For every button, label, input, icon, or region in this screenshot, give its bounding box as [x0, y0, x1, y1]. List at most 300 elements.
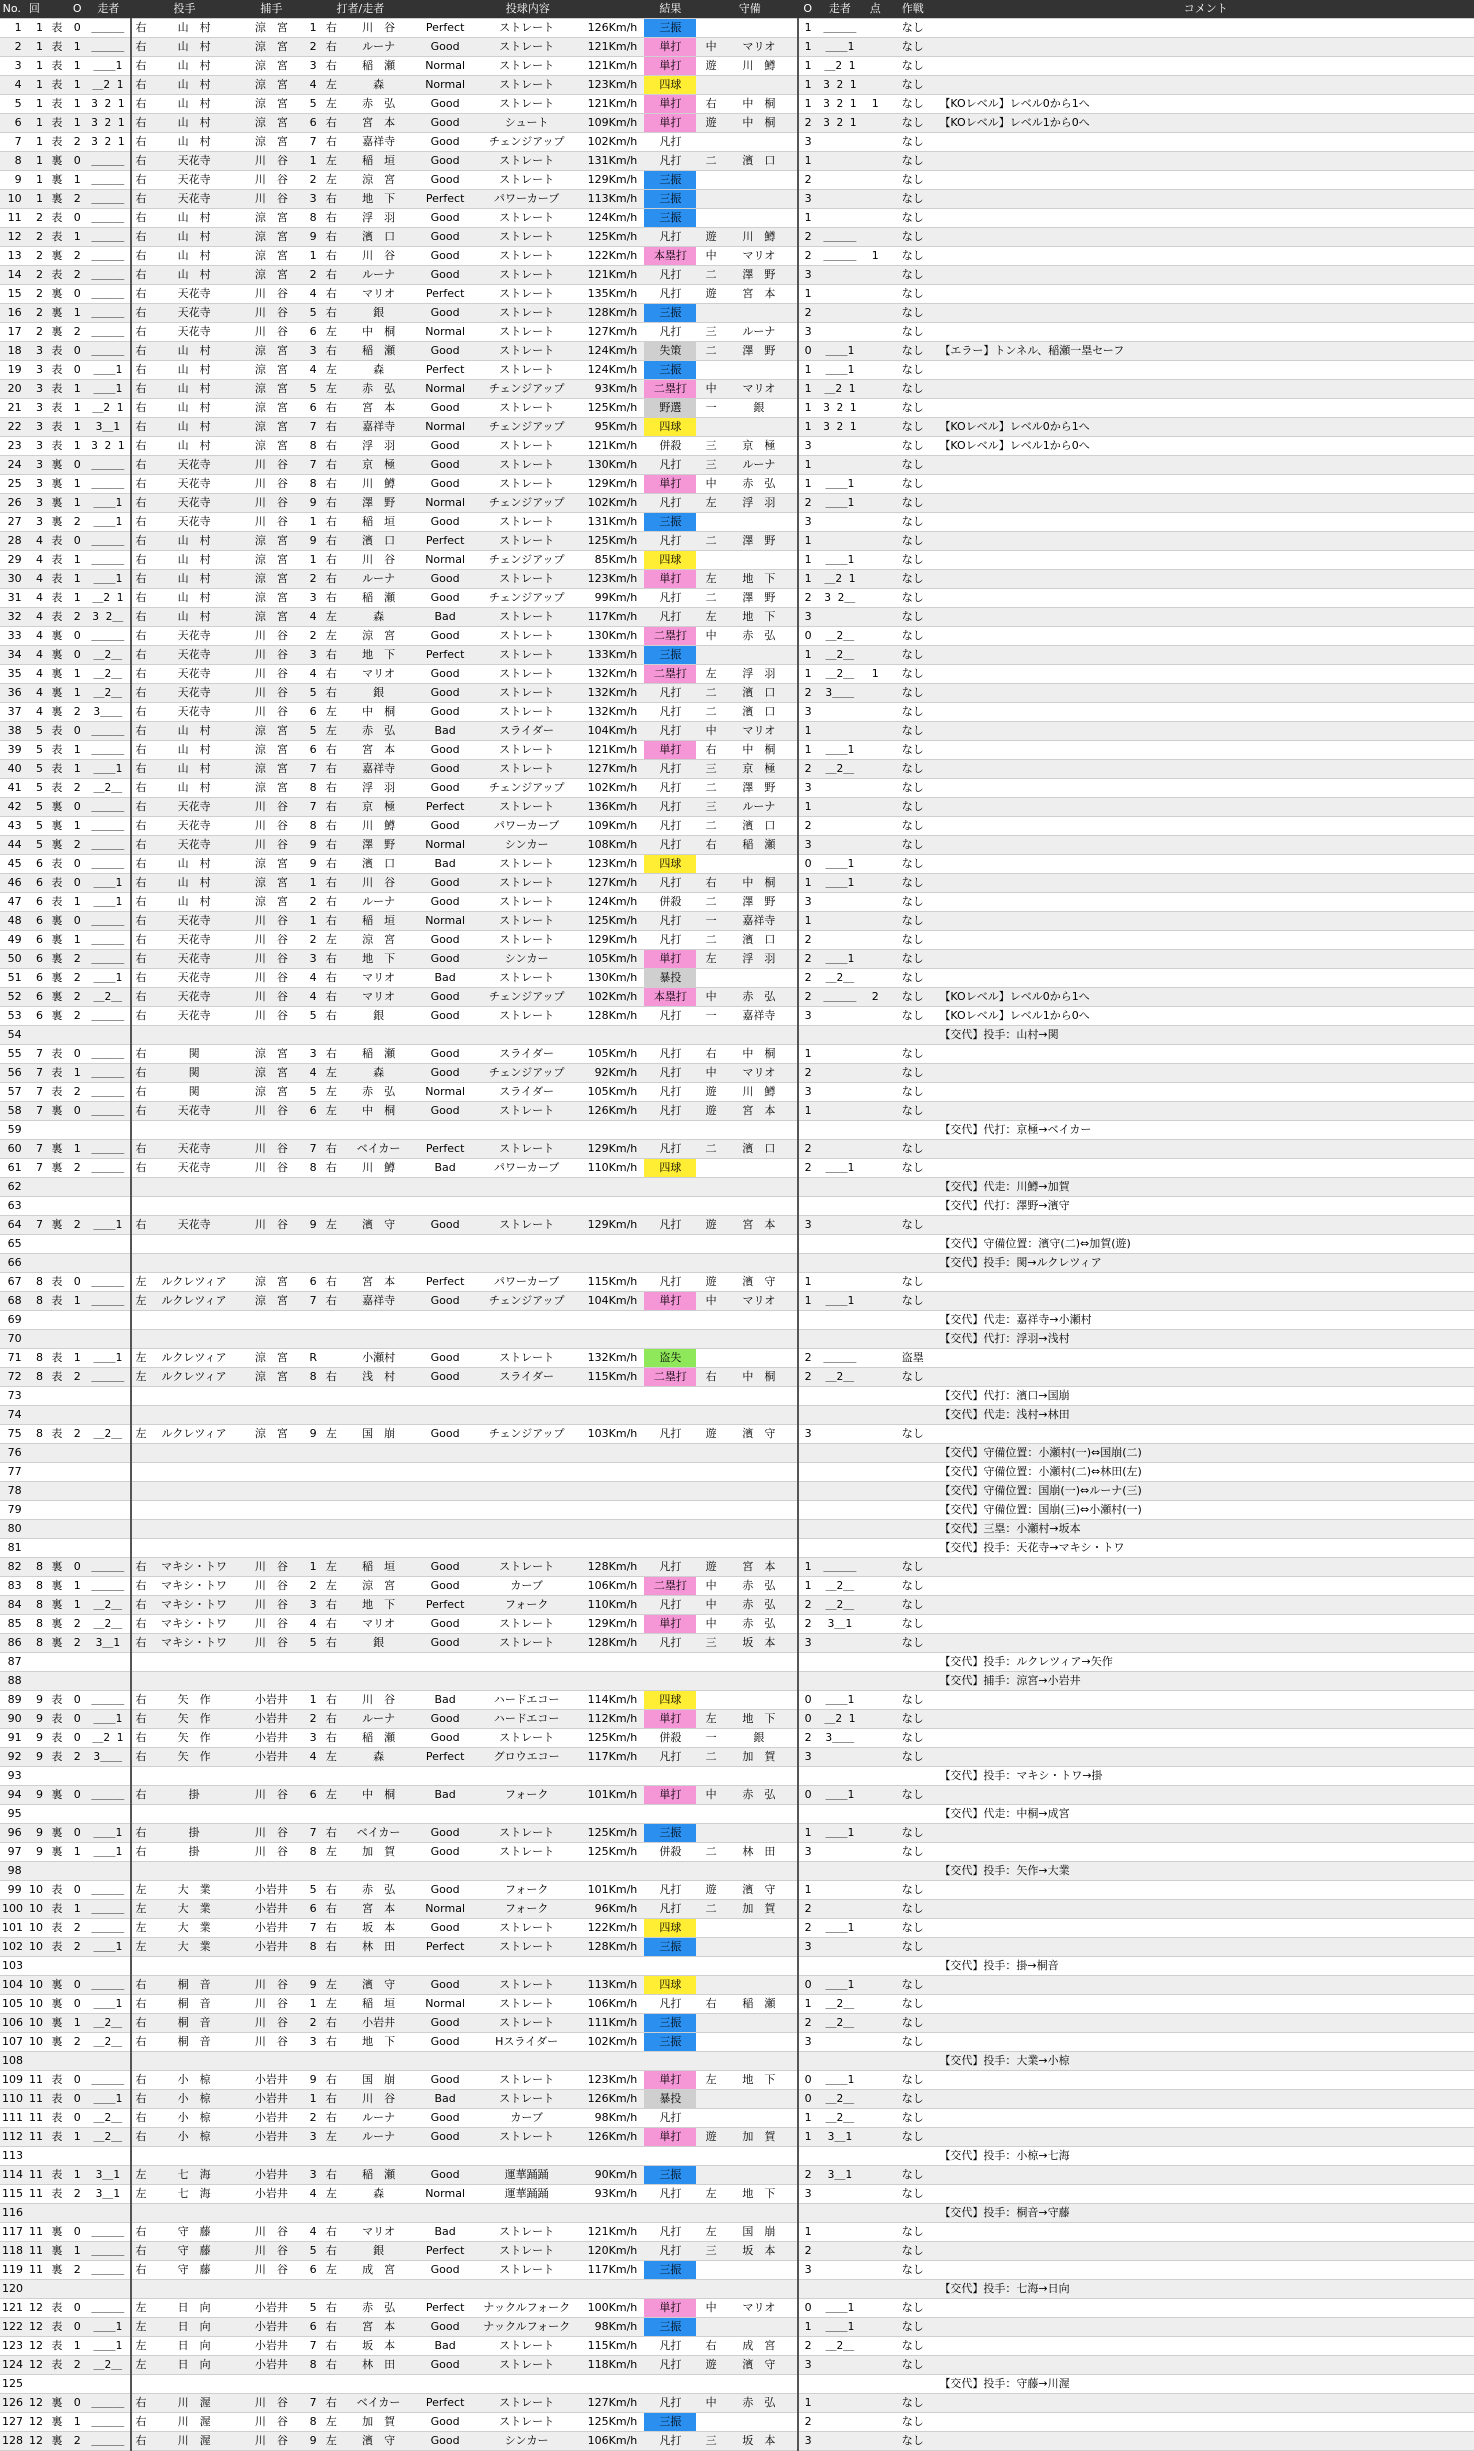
cell-runs	[862, 2109, 888, 2128]
cell-pitch-type: パワーカーブ	[474, 190, 579, 209]
cell-half: 裏	[45, 304, 69, 323]
cell-grade	[416, 1197, 474, 1216]
cell-comment	[937, 2394, 1474, 2413]
cell-comment	[937, 1729, 1474, 1748]
cell-bat-hand	[322, 1539, 341, 1558]
cell-runners-after: ＿＿1	[817, 1292, 862, 1311]
table-row	[0, 1976, 1474, 1995]
cell-row-no: 44	[0, 836, 24, 855]
cell-runners-after	[817, 1843, 862, 1862]
col-runs: 点	[862, 0, 888, 19]
cell-field-pos: 二	[701, 532, 720, 551]
cell-pitch-type: パワーカーブ	[474, 817, 579, 836]
cell-result	[639, 2280, 701, 2299]
result-badge: 凡打	[659, 135, 682, 148]
cell-inning	[24, 1311, 45, 1330]
result-badge: 三振	[644, 2318, 696, 2336]
cell-batter: 宮 本	[341, 114, 416, 133]
cell-runners-after: ＿＿1	[817, 950, 862, 969]
cell-inning: 12	[24, 2356, 45, 2375]
cell-grade: Good	[416, 1919, 474, 1938]
cell-order	[305, 1805, 322, 1824]
cell-outs: 0	[69, 855, 86, 874]
cell-runners-after	[817, 931, 862, 950]
cell-throw-hand	[131, 2375, 150, 2394]
cell-comment: 【交代】投手：マキシ・トワ→掛	[937, 1767, 1474, 1786]
cell-runners-after	[817, 1539, 862, 1558]
cell-comment: 【交代】投手：掛→桐音	[937, 1957, 1474, 1976]
cell-row-no: 60	[0, 1140, 24, 1159]
cell-pitch-type	[474, 1672, 579, 1691]
cell-inning: 11	[24, 2109, 45, 2128]
cell-outs: 0	[69, 456, 86, 475]
cell-speed: 128Km/h	[579, 1558, 639, 1577]
cell-half	[45, 1026, 69, 1045]
cell-field-pos: 二	[701, 1748, 720, 1767]
cell-throw-hand	[131, 1121, 150, 1140]
cell-throw-hand: 右	[131, 532, 150, 551]
cell-outs: 1	[69, 399, 86, 418]
cell-bat-hand: 右	[322, 285, 341, 304]
cell-runners-after	[817, 1482, 862, 1501]
cell-speed	[579, 1805, 639, 1824]
cell-catcher: 小岩井	[238, 1900, 305, 1919]
cell-order	[305, 1197, 322, 1216]
cell-throw-hand: 右	[131, 209, 150, 228]
cell-runs	[862, 1045, 888, 1064]
table-row	[0, 1862, 1474, 1881]
cell-pitcher: 天花寺	[150, 817, 238, 836]
cell-batter: 地 下	[341, 2033, 416, 2052]
cell-comment	[937, 1064, 1474, 1083]
cell-catcher: 涼 宮	[238, 1292, 305, 1311]
cell-pitcher	[150, 1501, 238, 1520]
cell-fielder: マリオ	[721, 38, 798, 57]
cell-outs-after: 2	[798, 247, 817, 266]
cell-pitch-type	[474, 1235, 579, 1254]
cell-half: 表	[45, 570, 69, 589]
table-row	[0, 532, 1474, 551]
cell-bat-hand: 左	[322, 323, 341, 342]
cell-throw-hand: 右	[131, 76, 150, 95]
cell-strategy	[888, 1254, 937, 1273]
cell-fielder: 京 極	[721, 760, 798, 779]
cell-throw-hand: 右	[131, 285, 150, 304]
cell-field-pos	[701, 76, 720, 95]
cell-comment	[937, 855, 1474, 874]
cell-row-no: 77	[0, 1463, 24, 1482]
cell-fielder	[721, 2090, 798, 2109]
cell-grade: Good	[416, 152, 474, 171]
cell-throw-hand: 右	[131, 475, 150, 494]
cell-field-pos	[701, 2052, 720, 2071]
table-row	[0, 2033, 1474, 2052]
cell-batter: 宮 本	[341, 399, 416, 418]
cell-outs-after: 1	[798, 1045, 817, 1064]
cell-runners	[86, 1957, 131, 1976]
cell-runners-after: ＿＿1	[817, 1159, 862, 1178]
cell-field-pos	[701, 1235, 720, 1254]
cell-runs	[862, 399, 888, 418]
cell-throw-hand: 右	[131, 551, 150, 570]
cell-outs	[69, 1862, 86, 1881]
cell-grade: Good	[416, 475, 474, 494]
cell-row-no: 59	[0, 1121, 24, 1140]
cell-runners	[86, 1463, 131, 1482]
cell-runners: ＿2＿	[86, 2033, 131, 2052]
cell-row-no: 55	[0, 1045, 24, 1064]
cell-strategy: なし	[888, 665, 937, 684]
cell-throw-hand	[131, 1539, 150, 1558]
cell-half: 裏	[45, 1140, 69, 1159]
cell-pitcher: マキシ・トワ	[150, 1596, 238, 1615]
cell-pitcher	[150, 1026, 238, 1045]
cell-grade: Good	[416, 1577, 474, 1596]
cell-grade	[416, 1862, 474, 1881]
result-badge: 凡打	[659, 458, 682, 471]
cell-throw-hand: 右	[131, 1159, 150, 1178]
cell-pitcher: 川 渥	[150, 2394, 238, 2413]
cell-throw-hand: 右	[131, 1710, 150, 1729]
cell-field-pos	[701, 1539, 720, 1558]
cell-pitch-type	[474, 1539, 579, 1558]
cell-half	[45, 1406, 69, 1425]
cell-runners	[86, 1197, 131, 1216]
cell-inning	[24, 1406, 45, 1425]
cell-half: 裏	[45, 2242, 69, 2261]
result-badge: 凡打	[659, 2358, 682, 2371]
cell-catcher: 川 谷	[238, 152, 305, 171]
cell-fielder	[721, 1444, 798, 1463]
cell-field-pos: 中	[701, 722, 720, 741]
cell-speed	[579, 2052, 639, 2071]
cell-order: 9	[305, 1425, 322, 1444]
cell-comment	[937, 2413, 1474, 2432]
cell-row-no: 62	[0, 1178, 24, 1197]
cell-outs: 0	[69, 912, 86, 931]
cell-pitcher: 守 藤	[150, 2261, 238, 2280]
cell-grade: Good	[416, 2166, 474, 2185]
cell-row-no: 105	[0, 1995, 24, 2014]
cell-speed: 100Km/h	[579, 2299, 639, 2318]
cell-pitcher: 大 業	[150, 1919, 238, 1938]
result-badge: 失策	[644, 342, 696, 360]
table-row	[0, 2223, 1474, 2242]
cell-throw-hand: 右	[131, 684, 150, 703]
cell-outs	[69, 1254, 86, 1273]
cell-runners-after: ＿2＿	[817, 665, 862, 684]
cell-strategy: なし	[888, 608, 937, 627]
cell-result	[639, 722, 701, 741]
cell-throw-hand	[131, 1805, 150, 1824]
cell-outs-after: 2	[798, 1140, 817, 1159]
cell-half: 裏	[45, 2223, 69, 2242]
cell-runners: ＿＿＿	[86, 855, 131, 874]
cell-pitcher: 桐 音	[150, 1995, 238, 2014]
cell-runners: ＿2＿	[86, 779, 131, 798]
table-row	[0, 456, 1474, 475]
cell-speed: 102Km/h	[579, 779, 639, 798]
cell-outs: 0	[69, 1558, 86, 1577]
cell-speed: 125Km/h	[579, 1824, 639, 1843]
cell-batter: 涼 宮	[341, 931, 416, 950]
cell-runners: ＿＿＿	[86, 285, 131, 304]
cell-runs	[862, 2242, 888, 2261]
cell-result	[639, 1691, 701, 1710]
cell-result	[639, 2223, 701, 2242]
cell-row-no: 34	[0, 646, 24, 665]
cell-grade: Good	[416, 2033, 474, 2052]
cell-runners-after: ＿2＿	[817, 969, 862, 988]
table-row	[0, 1159, 1474, 1178]
cell-field-pos: 中	[701, 1064, 720, 1083]
result-badge: 三振	[644, 2014, 696, 2032]
cell-throw-hand: 右	[131, 247, 150, 266]
cell-batter	[341, 1463, 416, 1482]
cell-runs	[862, 589, 888, 608]
cell-order	[305, 1672, 322, 1691]
cell-catcher: 川 谷	[238, 1615, 305, 1634]
cell-runners: 3＿1	[86, 2166, 131, 2185]
cell-runs: 1	[862, 665, 888, 684]
result-badge: 凡打	[659, 705, 682, 718]
cell-row-no: 25	[0, 475, 24, 494]
cell-catcher: 川 谷	[238, 912, 305, 931]
cell-bat-hand: 右	[322, 57, 341, 76]
cell-runners: ＿＿＿	[86, 266, 131, 285]
cell-bat-hand: 右	[322, 836, 341, 855]
cell-runners: ＿＿＿	[86, 1273, 131, 1292]
cell-strategy: なし	[888, 1881, 937, 1900]
cell-runs	[862, 703, 888, 722]
cell-pitch-type	[474, 1957, 579, 1976]
cell-bat-hand: 右	[322, 475, 341, 494]
cell-outs-after: 3	[798, 190, 817, 209]
cell-runners: ＿＿＿	[86, 1007, 131, 1026]
cell-bat-hand: 右	[322, 646, 341, 665]
cell-row-no: 70	[0, 1330, 24, 1349]
cell-fielder: 濱 口	[721, 931, 798, 950]
cell-outs: 1	[69, 2166, 86, 2185]
cell-pitch-type: グロウエコー	[474, 1748, 579, 1767]
table-row	[0, 228, 1474, 247]
result-badge: 凡打	[659, 2225, 682, 2238]
cell-result	[639, 2394, 701, 2413]
cell-batter: 地 下	[341, 950, 416, 969]
cell-runners-after	[817, 1501, 862, 1520]
cell-runners: ＿2＿	[86, 646, 131, 665]
cell-strategy: なし	[888, 380, 937, 399]
cell-runners-after: ＿2＿	[817, 1596, 862, 1615]
cell-speed: 129Km/h	[579, 171, 639, 190]
cell-row-no: 79	[0, 1501, 24, 1520]
cell-strategy	[888, 1653, 937, 1672]
cell-bat-hand: 右	[322, 893, 341, 912]
cell-runs	[862, 1539, 888, 1558]
cell-runs	[862, 2204, 888, 2223]
cell-row-no: 19	[0, 361, 24, 380]
cell-outs-after: 1	[798, 798, 817, 817]
cell-field-pos	[701, 1672, 720, 1691]
cell-half: 表	[45, 608, 69, 627]
cell-batter: 赤 弘	[341, 95, 416, 114]
cell-comment	[937, 2185, 1474, 2204]
cell-row-no: 21	[0, 399, 24, 418]
cell-runs	[862, 114, 888, 133]
cell-speed: 127Km/h	[579, 2394, 639, 2413]
cell-order: 3	[305, 2033, 322, 2052]
cell-comment	[937, 475, 1474, 494]
cell-result	[639, 1235, 701, 1254]
cell-bat-hand: 左	[322, 722, 341, 741]
cell-outs-after	[798, 1482, 817, 1501]
cell-comment: 【交代】代打：濱口→国崩	[937, 1387, 1474, 1406]
cell-pitcher: 矢 作	[150, 1729, 238, 1748]
cell-batter: 涼 宮	[341, 627, 416, 646]
cell-runners-after	[817, 1862, 862, 1881]
cell-row-no: 84	[0, 1596, 24, 1615]
cell-grade: Bad	[416, 1786, 474, 1805]
cell-runners-after	[817, 2356, 862, 2375]
cell-runs	[862, 1976, 888, 1995]
table-row	[0, 323, 1474, 342]
cell-runners-after: ＿＿＿	[817, 988, 862, 1007]
cell-runners-after	[817, 817, 862, 836]
cell-catcher: 川 谷	[238, 2014, 305, 2033]
cell-runners-after	[817, 1957, 862, 1976]
cell-comment	[937, 589, 1474, 608]
cell-speed	[579, 1254, 639, 1273]
cell-outs-after: 3	[798, 266, 817, 285]
cell-order: 9	[305, 2432, 322, 2451]
cell-inning: 4	[24, 684, 45, 703]
cell-comment	[937, 2356, 1474, 2375]
cell-comment	[937, 1786, 1474, 1805]
cell-strategy: なし	[888, 171, 937, 190]
cell-outs-after: 2	[798, 1159, 817, 1178]
cell-fielder: 濱 口	[721, 152, 798, 171]
cell-order: 2	[305, 2014, 322, 2033]
cell-catcher	[238, 1406, 305, 1425]
cell-bat-hand: 右	[322, 2356, 341, 2375]
cell-batter: ベイカー	[341, 1824, 416, 1843]
cell-inning: 6	[24, 1007, 45, 1026]
cell-outs-after: 1	[798, 646, 817, 665]
cell-outs-after: 3	[798, 323, 817, 342]
cell-inning: 11	[24, 2223, 45, 2242]
cell-runners-after	[817, 323, 862, 342]
cell-batter: 嘉祥寺	[341, 133, 416, 152]
cell-speed: 126Km/h	[579, 19, 639, 38]
cell-bat-hand	[322, 1805, 341, 1824]
cell-row-no: 99	[0, 1881, 24, 1900]
cell-runners-after	[817, 209, 862, 228]
result-badge: 凡打	[659, 1275, 682, 1288]
result-badge: 凡打	[659, 287, 682, 300]
cell-pitch-type: ストレート	[474, 1995, 579, 2014]
cell-runners-after	[817, 152, 862, 171]
cell-inning	[24, 1862, 45, 1881]
cell-half	[45, 2280, 69, 2299]
cell-outs: 1	[69, 76, 86, 95]
cell-result	[639, 855, 701, 874]
cell-comment	[937, 2242, 1474, 2261]
cell-runners-after	[817, 1235, 862, 1254]
cell-batter	[341, 1178, 416, 1197]
col-inning: 回	[24, 0, 45, 19]
cell-order: 3	[305, 2128, 322, 2147]
cell-outs: 1	[69, 228, 86, 247]
cell-runners-after	[817, 1881, 862, 1900]
cell-runners	[86, 2052, 131, 2071]
cell-row-no: 90	[0, 1710, 24, 1729]
cell-row-no: 46	[0, 874, 24, 893]
cell-comment: 【交代】代走：中桐→成宮	[937, 1805, 1474, 1824]
cell-runs	[862, 779, 888, 798]
cell-speed	[579, 2204, 639, 2223]
cell-runners-after: ＿＿＿	[817, 1558, 862, 1577]
cell-speed: 122Km/h	[579, 247, 639, 266]
cell-outs: 1	[69, 893, 86, 912]
cell-field-pos: 二	[701, 152, 720, 171]
cell-runners	[86, 1178, 131, 1197]
cell-pitch-type: ストレート	[474, 1216, 579, 1235]
cell-row-no: 9	[0, 171, 24, 190]
cell-result	[639, 684, 701, 703]
table-row	[0, 1083, 1474, 1102]
cell-inning: 3	[24, 456, 45, 475]
cell-inning: 7	[24, 1102, 45, 1121]
cell-pitcher: 日 向	[150, 2337, 238, 2356]
cell-field-pos	[701, 1444, 720, 1463]
result-badge: 四球	[644, 551, 696, 569]
cell-bat-hand: 右	[322, 2318, 341, 2337]
cell-inning: 9	[24, 1786, 45, 1805]
cell-catcher: 川 谷	[238, 1634, 305, 1653]
cell-pitch-type: ストレート	[474, 893, 579, 912]
cell-outs-after: 2	[798, 760, 817, 779]
cell-pitch-type: ストレート	[474, 2356, 579, 2375]
cell-fielder: 澤 野	[721, 779, 798, 798]
cell-throw-hand: 右	[131, 1824, 150, 1843]
cell-row-no: 15	[0, 285, 24, 304]
cell-result	[639, 950, 701, 969]
cell-order: 7	[305, 1919, 322, 1938]
cell-throw-hand: 右	[131, 703, 150, 722]
cell-pitcher: 大 業	[150, 1938, 238, 1957]
cell-grade: Normal	[416, 2185, 474, 2204]
cell-order: 8	[305, 2413, 322, 2432]
cell-runners: ＿＿＿	[86, 817, 131, 836]
cell-pitcher: 山 村	[150, 380, 238, 399]
cell-inning: 1	[24, 19, 45, 38]
cell-runners	[86, 1235, 131, 1254]
result-badge: 二塁打	[644, 1368, 696, 1386]
cell-throw-hand	[131, 1482, 150, 1501]
cell-runners-after: ＿＿1	[817, 1786, 862, 1805]
cell-half	[45, 1463, 69, 1482]
cell-field-pos	[701, 1957, 720, 1976]
cell-grade: Good	[416, 1064, 474, 1083]
cell-result	[639, 342, 701, 361]
cell-fielder	[721, 2204, 798, 2223]
cell-result	[639, 1444, 701, 1463]
cell-order: 3	[305, 589, 322, 608]
cell-bat-hand: 右	[322, 2109, 341, 2128]
cell-bat-hand: 左	[322, 1425, 341, 1444]
cell-field-pos: 遊	[701, 114, 720, 133]
cell-batter: 宮 本	[341, 1900, 416, 1919]
